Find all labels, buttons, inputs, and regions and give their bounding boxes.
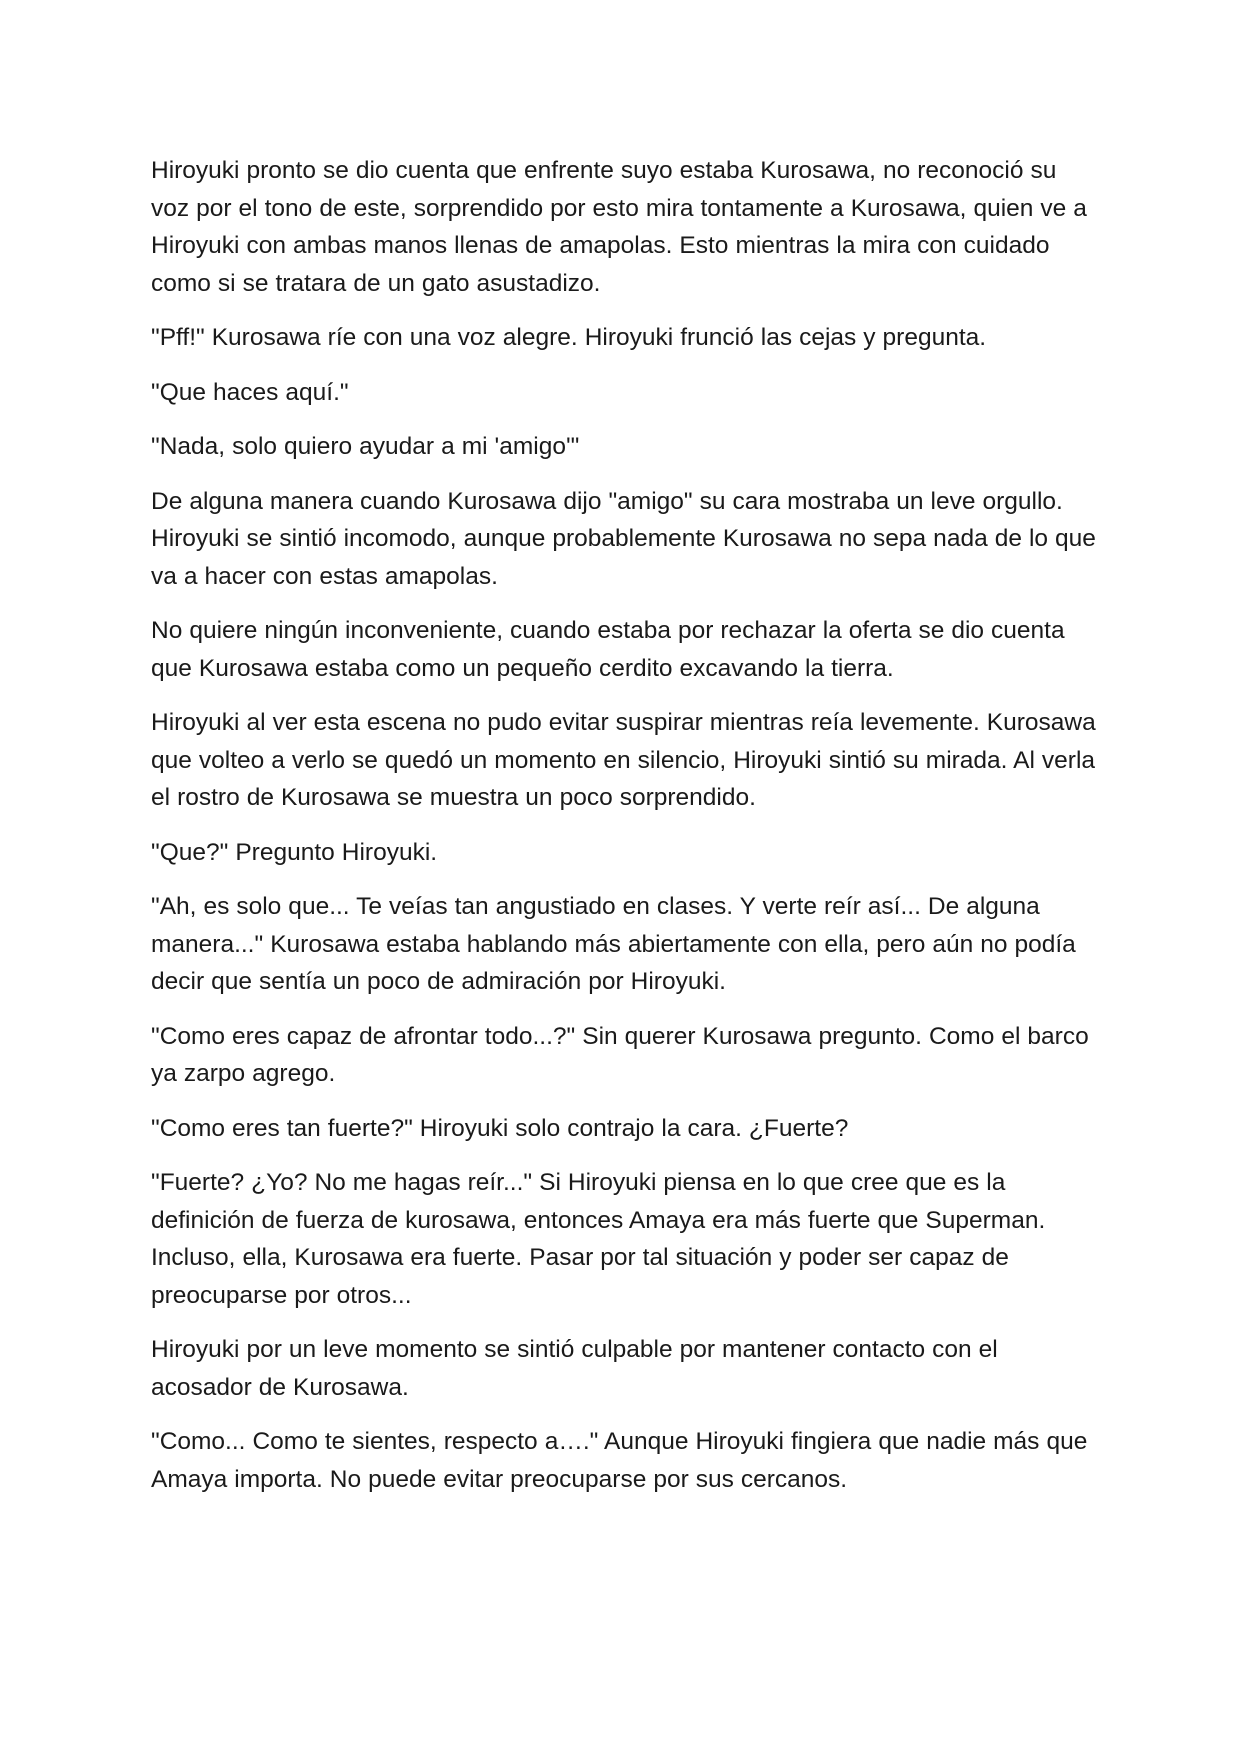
paragraph: "Ah, es solo que... Te veías tan angustiado en clases. Y verte reír así... De alguna manera..." Kurosawa estaba hablando más abiertamente con ella, pero aún no podía decir que sentía un poco de admiración por Hiroyuki.	[151, 893, 1076, 995]
paragraph: "Que?" Pregunto Hiroyuki.	[151, 838, 438, 866]
paragraph: De alguna manera cuando Kurosawa dijo "amigo" su cara mostraba un leve orgullo. Hiroyuki se sintió incomodo, aunque probablemente Kurosawa no sepa nada de lo que va a hacer con estas amapolas.	[151, 487, 1096, 590]
paragraph: "Que haces aquí."	[151, 378, 349, 406]
paragraph: "Como eres capaz de afrontar todo...?" Sin querer Kurosawa pregunto. Como el barco ya zarpo agrego.	[151, 1022, 1089, 1087]
paragraph: Hiroyuki por un leve momento se sintió culpable por mantener contacto con el acosador de Kurosawa.	[151, 1336, 998, 1401]
paragraph: "Como... Como te sientes, respecto a…." Aunque Hiroyuki fingiera que nadie más que Amaya importa. No puede evitar preocuparse por sus cercanos.	[151, 1428, 1088, 1493]
document-body	[151, 152, 1096, 1498]
paragraph: "Fuerte? ¿Yo? No me hagas reír..." Si Hiroyuki piensa en lo que cree que es la definición de fuerza de kurosawa, entonces Amaya era más fuerte que Superman. Incluso, ella, Kurosawa era fuerte. Pasar por tal situación y poder ser capaz de preocuparse por otros...	[151, 1169, 1046, 1309]
paragraph: "Nada, solo quiero ayudar a mi 'amigo'"	[151, 433, 580, 460]
paragraph: No quiere ningún inconveniente, cuando estaba por rechazar la oferta se dio cuenta que Kurosawa estaba como un pequeño cerdito excavando la tierra.	[151, 617, 1065, 682]
paragraph: Hiroyuki pronto se dio cuenta que enfrente suyo estaba Kurosawa, no reconoció su voz por el tono de este, sorprendido por esto mira tontamente a Kurosawa, quien ve a Hiroyuki con ambas manos llenas de amapolas. Esto mientras la mira con cuidado como si se tratara de un gato asustadizo.	[151, 157, 1087, 297]
paragraph: Hiroyuki al ver esta escena no pudo evitar suspirar mientras reía levemente. Kurosawa que volteo a verlo se quedó un momento en silencio, Hiroyuki sintió su mirada. Al verla el rostro de Kurosawa se muestra un poco sorprendido.	[151, 709, 1096, 811]
paragraph: "Como eres tan fuerte?" Hiroyuki solo contrajo la cara. ¿Fuerte?	[151, 1114, 849, 1142]
paragraph: "Pff!" Kurosawa ríe con una voz alegre. Hiroyuki frunció las cejas y pregunta.	[151, 324, 987, 351]
